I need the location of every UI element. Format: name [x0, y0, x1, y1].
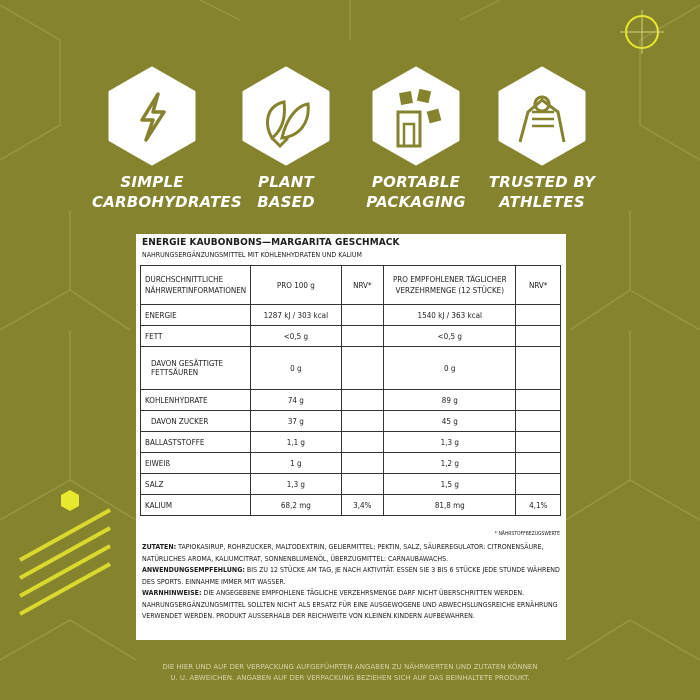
ingredients-section — [142, 542, 560, 565]
leaf-icon — [242, 66, 330, 166]
row-nrv-daily — [516, 390, 561, 411]
row-nrv-daily — [516, 411, 561, 432]
accent-hexagon-dot — [61, 490, 79, 511]
row-nrv-daily — [516, 326, 561, 347]
usage-section — [142, 565, 560, 588]
nutrition-title: ENERGIE KAUBONBONS—MARGARITA GESCHMACK — [142, 237, 400, 248]
row-nrv-daily — [516, 347, 561, 390]
table-row — [141, 474, 561, 495]
row-nrv-daily — [516, 432, 561, 453]
accent-stripes — [20, 510, 110, 614]
feature-label-line2: BASED — [257, 193, 315, 211]
nutrition-panel — [136, 234, 566, 640]
row-per100: 0 g — [251, 347, 341, 390]
feature-portable-packaging — [356, 66, 476, 212]
header-per-daily: PRO EMPFOHLENER TÄGLICHER VERZEHRMENGE (12 STÜCKE) — [384, 266, 516, 305]
row-nrv-daily — [516, 474, 561, 495]
warning-text: DIE ANGEGEBENE EMPFOHLENE TÄGLICHE VERZEHRSMENGE DARF NICHT ÜBERSCHRITTEN WERDEN. NAHRUNGSERGÄNZUNGSMITTEL SOLLTEN NICHT ALS ERSATZ FÜR EINE AUSGEWOGENE UND ABWECHSLUNGSREICHE ERNÄHRUNG VERWENDET WERDEN. PRODUKT AUSSERHALB DER REICHWEITE VON KLEINEN KINDERN AUFBEWAHREN. — [142, 589, 558, 620]
header-nutrient: DURCHSCHNITTLICHE NÄHRWERTINFORMATIONEN — [141, 266, 251, 305]
footer-line1: DIE HIER UND AUF DER VERPACKUNG AUFGEFÜHRTEN ANGABEN ZU NÄHRWERTEN UND ZUTATEN KÖNNEN — [162, 663, 538, 671]
row-perday: 1,3 g — [384, 432, 516, 453]
header-nrv: NRV* — [341, 266, 384, 305]
nrv-footnote: * NÄHRSTOFFBEZUGSWERTE — [494, 531, 560, 537]
row-name: KALIUM — [141, 495, 251, 516]
row-name: FETT — [141, 326, 251, 347]
table-row — [141, 495, 561, 516]
feature-label-line1: SIMPLE — [120, 173, 184, 191]
row-per100: 1287 kJ / 303 kcal — [251, 305, 341, 326]
row-nrv — [341, 474, 384, 495]
feature-hexagon — [498, 66, 586, 166]
ingredients-label: ZUTATEN: — [142, 543, 177, 551]
row-name: ENERGIE — [141, 305, 251, 326]
feature-trusted-by-athletes — [482, 66, 602, 212]
row-name: KOHLENHYDRATE — [141, 390, 251, 411]
usage-label: ANWENDUNGSEMPFEHLUNG: — [142, 566, 245, 574]
row-per100: <0,5 g — [251, 326, 341, 347]
feature-label-line1: PLANT — [258, 173, 314, 191]
ingredients-block — [142, 542, 560, 623]
nutrition-subtitle: NAHRUNGSERGÄNZUNGSMITTEL MIT KOHLENHYDRATEN UND KALIUM — [142, 251, 362, 259]
row-nrv — [341, 305, 384, 326]
row-perday: 1540 kJ / 363 kcal — [384, 305, 516, 326]
row-nrv — [341, 432, 384, 453]
table-row — [141, 453, 561, 474]
row-nrv — [341, 326, 384, 347]
table-row — [141, 411, 561, 432]
row-per100: 1,3 g — [251, 474, 341, 495]
row-per100: 68,2 mg — [251, 495, 341, 516]
nutrition-table — [140, 265, 561, 516]
row-per100: 1,1 g — [251, 432, 341, 453]
footer-line2: U. U. ABWEICHEN. ANGABEN AUF DER VERPACKUNG BEZIEHEN SICH AUF DAS BEINHALTETE PRODUKT. — [170, 674, 530, 682]
feature-hexagon — [108, 66, 196, 166]
row-perday: 1,2 g — [384, 453, 516, 474]
row-per100: 74 g — [251, 390, 341, 411]
row-nrv: 3,4% — [341, 495, 384, 516]
portable-pack-icon — [372, 66, 460, 166]
usage-text: BIS ZU 12 STÜCKE AM TAG, JE NACH AKTIVITÄT. ESSEN SIE 3 BIS 6 STÜCKE JEDE STUNDE WÄHREND DES SPORTS. EINNAHME IMMER MIT WASSER. — [142, 566, 560, 586]
row-nrv — [341, 347, 384, 390]
table-row — [141, 305, 561, 326]
row-per100: 1 g — [251, 453, 341, 474]
ingredients-text: TAPIOKASIRUP, ROHRZUCKER, MALTODEXTRIN, GELIERMITTEL: PEKTIN, SALZ, SÄUREREGULATOR: CITRONENSÄURE, NATÜRLICHES AROMA, KALIUMCITRAT, SONNENBLUMENÖL, ÜBERZUGMITTEL: CARNAUBAWACHS. — [142, 543, 544, 563]
table-row — [141, 326, 561, 347]
row-nrv — [341, 411, 384, 432]
row-name: BALLASTSTOFFE — [141, 432, 251, 453]
footer-disclaimer — [140, 662, 560, 684]
row-nrv — [341, 390, 384, 411]
table-row — [141, 347, 561, 390]
row-perday: 89 g — [384, 390, 516, 411]
row-perday: <0,5 g — [384, 326, 516, 347]
feature-label-line1: TRUSTED BY — [488, 173, 596, 191]
row-perday: 81,8 mg — [384, 495, 516, 516]
lightning-bolt-icon — [108, 66, 196, 166]
row-nrv — [341, 453, 384, 474]
table-header-row — [141, 266, 561, 305]
row-perday: 1,5 g — [384, 474, 516, 495]
feature-plant-based — [226, 66, 346, 212]
row-nrv-daily: 4,1% — [516, 495, 561, 516]
row-nrv-daily — [516, 453, 561, 474]
warning-label: WARNHINWEISE: — [142, 589, 202, 597]
row-name: SALZ — [141, 474, 251, 495]
row-perday: 0 g — [384, 347, 516, 390]
feature-simple-carbohydrates — [92, 66, 242, 212]
feature-label-line2: PACKAGING — [366, 193, 466, 211]
row-name: DAVON GESÄTTIGTE FETTSÄUREN — [141, 347, 251, 390]
row-per100: 37 g — [251, 411, 341, 432]
table-row — [141, 432, 561, 453]
target-circle-icon — [620, 10, 664, 54]
feature-label-line2: ATHLETES — [499, 193, 585, 211]
row-name: DAVON ZUCKER — [141, 411, 251, 432]
warning-section — [142, 588, 560, 623]
row-name: EIWEIß — [141, 453, 251, 474]
feature-label-line2: CARBOHYDRATES — [92, 193, 242, 211]
feature-hexagon — [372, 66, 460, 166]
row-perday: 45 g — [384, 411, 516, 432]
feature-label-line1: PORTABLE — [371, 173, 461, 191]
feature-hexagon — [242, 66, 330, 166]
header-nrv-daily: NRV* — [516, 266, 561, 305]
handshake-icon — [498, 66, 586, 166]
row-nrv-daily — [516, 305, 561, 326]
header-per-100g: PRO 100 g — [251, 266, 341, 305]
table-row — [141, 390, 561, 411]
